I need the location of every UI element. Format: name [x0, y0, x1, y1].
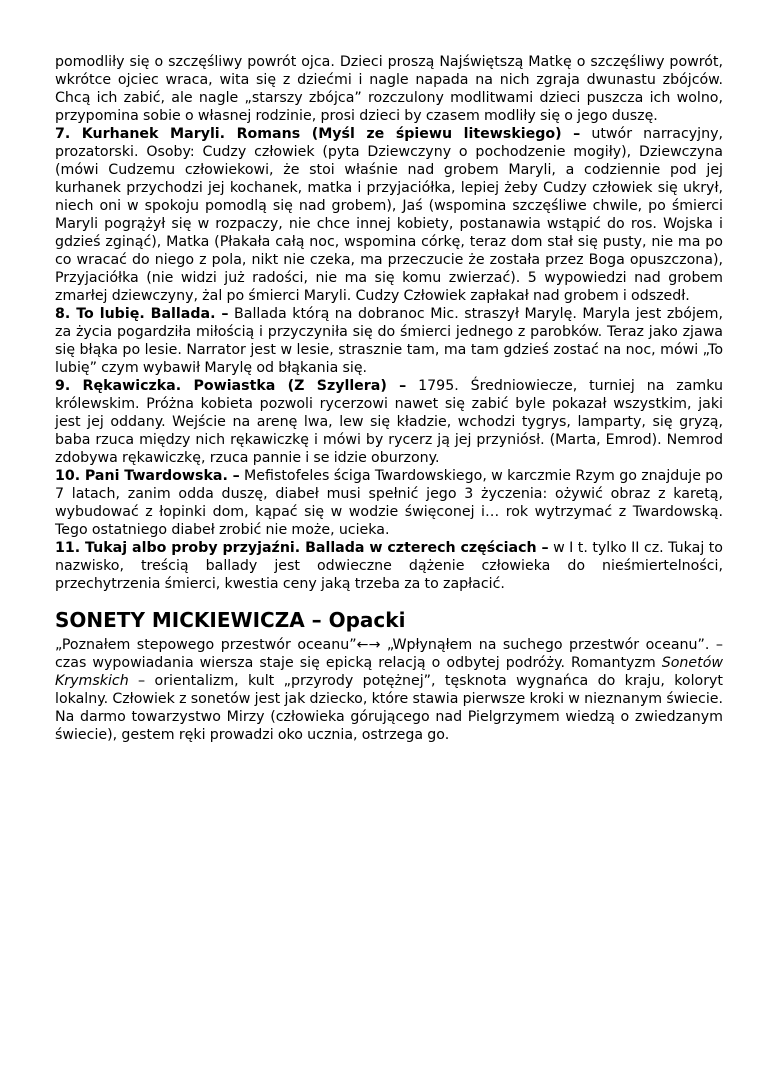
double-arrow-icon: ←→ — [356, 637, 381, 653]
paragraph-text: „Poznałem stepowego przestwór oceanu” — [55, 637, 357, 653]
section-title-sonety: SONETY MICKIEWICZA – Opacki — [55, 608, 406, 632]
paragraph-to-lubie — [55, 305, 723, 377]
paragraph-heading: 8. To lubię. Ballada. – — [55, 306, 229, 322]
paragraph-text: pomodliły się o szczęśliwy powrót ojca. Dzieci proszą Najświętszą Matkę o szczęśliwy powrót, wkrótce ojciec wraca, wita się z dziećmi i nagle napada na nich zgraja dwunastu zbójców. Chcą ich zabić, ale nagle „starszy zbójca” rozczulony modlitwami dzieci puszcza ich wolno, przypomina sobie o własnej rodzinie, prosi dzieci by czasem modliły się o jego duszę. — [55, 54, 723, 124]
paragraph-sonety — [55, 636, 723, 744]
paragraph-text: w I t. tylko II cz. Tukaj to nazwisko, treścią ballady jest odwieczne dążenie człowieka do nieśmiertelności, przechytrzenia śmierci, kwestia ceny jaką trzeba za to zapłacić. — [55, 540, 723, 592]
paragraph-kurhanek-maryli — [55, 125, 723, 305]
paragraph-text: Ballada którą na dobranoc Mic. straszył Marylę. Maryla jest zbójem, za życia pogardziła miłością i przyczyniła się do śmierci jednego z parobków. Teraz jako zjawa się błąka po lesie. Narrator jest w lesie, strasznie tam, ma tam gdzieś zostać na noc, mówi „To lubię” czym wybawił Marylę od błąkania się. — [55, 306, 723, 376]
document-page — [55, 53, 723, 744]
paragraph-text: – orientalizm, kult „przyrody potężnej”, tęsknota wygnańca do kraju, koloryt lokalny. Człowiek z sonetów jest jak dziecko, które stawia pierwsze kroki w nieznanym świecie. Na darmo towarzystwo Mirzy (człowieka górującego nad Pielgrzymem wiedzą o zwiedzanym świecie), gestem ręki prowadzi oko ucznia, ostrzega go. — [55, 673, 723, 743]
paragraph-text: „Wpłynąłem na suchego przestwór oceanu”. – czas wypowiadania wiersza staje się epicką relacją o odbytej podróży. Romantyzm — [55, 637, 723, 671]
paragraph-pani-twardowska — [55, 467, 723, 539]
paragraph-tukaj — [55, 539, 723, 593]
paragraph-rekawiczka — [55, 377, 723, 467]
paragraph-italic-title: Sonetów Krymskich — [55, 655, 723, 689]
paragraph-continuation — [55, 53, 723, 125]
paragraph-heading: 9. Rękawiczka. Powiastka (Z Szyllera) – — [55, 378, 407, 394]
paragraph-text: 1795. Średniowiecze, turniej na zamku królewskim. Próżna kobieta pozwoli rycerzowi nawet się zabić byle pokazał wszystkim, jaki jest jej oddany. Wejście na arenę lwa, lew się kładzie, wchodzi tygrys, lamparty, się gryzą, baba rzuca między nich rękawiczkę i mówi by rycerz ją jej przyniósł. (Marta, Emrod). Nemrod zdobywa rękawiczkę, rzuca pannie i se idzie oburzony. — [55, 378, 723, 466]
paragraph-heading: 7. Kurhanek Maryli. Romans (Myśl ze śpiewu litewskiego) – — [55, 126, 581, 142]
paragraph-text: Mefistofeles ściga Twardowskiego, w karczmie Rzym go znajduje po 7 latach, zanim odda duszę, diabeł musi spełnić jego 3 życzenia: ożywić obraz z karetą, wybudować z łopinki dom, kąpać się w wodzie święconej i… rok wytrzymać z Twardowską. Tego ostatniego diabeł zrobić nie może, ucieka. — [55, 468, 723, 538]
paragraph-heading: 10. Pani Twardowska. – — [55, 468, 240, 484]
paragraph-text: utwór narracyjny, prozatorski. Osoby: Cudzy człowiek (pyta Dziewczyny o pochodzenie mogiły), Dziewczyna (mówi Cudzemu człowiekowi, że stoi właśnie nad grobem Maryli, a codziennie pod jej kurhanek przychodzi jej kochanek, matka i przyjaciółka, lepiej żeby Cudzy człowiek się ukrył, niech oni w spokoju pomodlą się nad grobem), Jaś (wspomina szczęśliwe chwile, po śmierci Maryli pogrążył się w rozpaczy, nie chce innej kobiety, postanawia wstąpić do ros. Wojska i gdzieś zginąć), Matka (Płakała całą noc, wspomina córkę, teraz dom stał się pusty, nie ma po co wracać do niego z pola, nikt nie czeka, ma przeczucie że została przez Boga opuszczona), Przyjaciółka (nie widzi już radości, nie ma się komu zwierzać). 5 wypowiedzi nad grobem zmarłej dziewczyny, żal po śmierci Maryli. Cudzy Człowiek zapłakał nad grobem i odszedł. — [55, 126, 723, 304]
paragraph-heading: 11. Tukaj albo proby przyjaźni. Ballada w czterech częściach – — [55, 540, 549, 556]
